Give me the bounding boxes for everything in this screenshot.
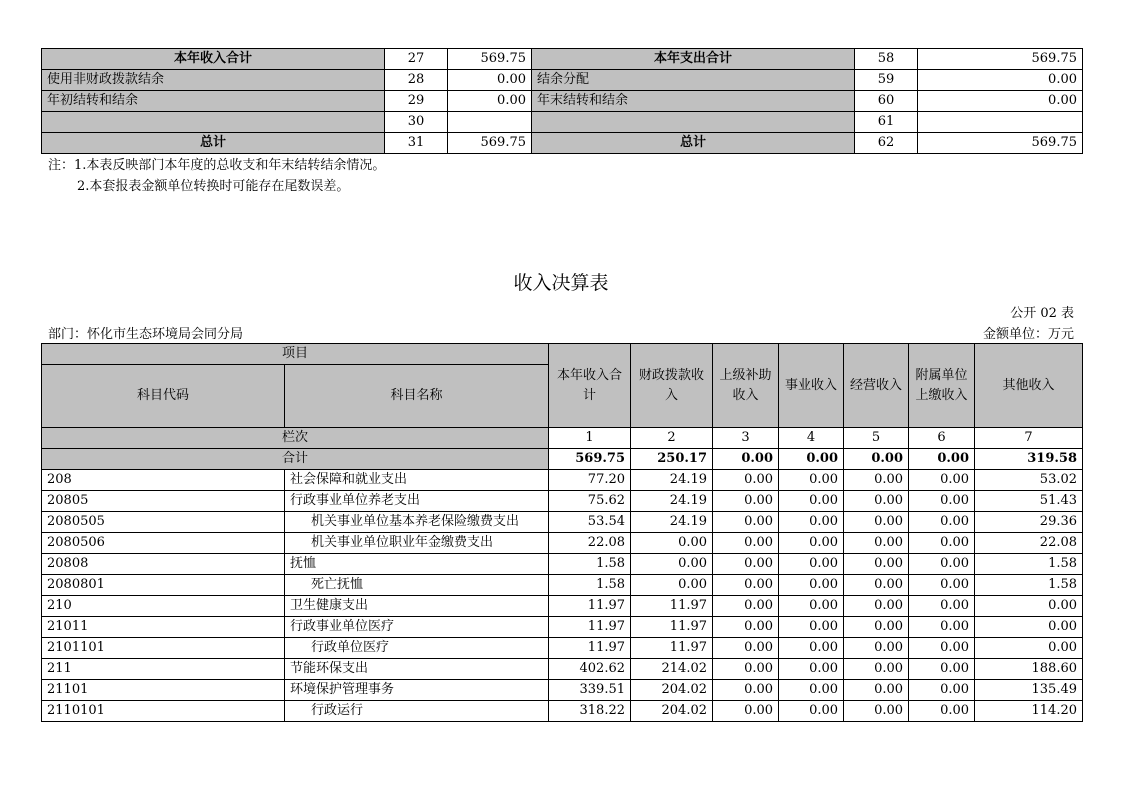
value-cell: 0.00 (713, 533, 779, 554)
summary-left-no: 29 (385, 91, 448, 112)
subject-name-cell: 卫生健康支出 (285, 596, 549, 617)
summary-right-no: 60 (855, 91, 918, 112)
subject-name-cell: 死亡抚恤 (285, 575, 549, 596)
subject-code-cell: 2080505 (42, 512, 285, 533)
value-cell: 0.00 (631, 533, 713, 554)
summary-row (42, 133, 1083, 154)
summary-right-value: 569.75 (918, 133, 1083, 154)
value-cell: 339.51 (549, 680, 631, 701)
summary-left-value: 0.00 (448, 70, 532, 91)
header-column-index: 栏次 (42, 428, 549, 449)
summary-right-label (532, 112, 855, 133)
value-cell: 0.00 (844, 701, 909, 722)
column-index-cell: 1 (549, 428, 631, 449)
value-cell: 0.00 (844, 554, 909, 575)
value-cell: 24.19 (631, 491, 713, 512)
table-row (42, 701, 1083, 722)
value-cell: 0.00 (713, 470, 779, 491)
value-cell: 0.00 (909, 575, 975, 596)
value-cell: 11.97 (631, 617, 713, 638)
value-cell: 1.58 (975, 575, 1083, 596)
header-total-income: 本年收入合计 (549, 344, 631, 428)
summary-left-label (42, 112, 385, 133)
note-line-1: 注：1.本表反映部门本年度的总收支和年末结转结余情况。 (48, 158, 386, 173)
value-cell: 0.00 (975, 638, 1083, 659)
value-cell: 0.00 (779, 491, 844, 512)
value-cell: 53.54 (549, 512, 631, 533)
header-affiliated: 附属单位上缴收入 (909, 344, 975, 428)
subject-name-cell: 环境保护管理事务 (285, 680, 549, 701)
value-cell: 114.20 (975, 701, 1083, 722)
summary-table (41, 48, 1083, 154)
value-cell: 0.00 (713, 554, 779, 575)
summary-row (42, 49, 1083, 70)
value-cell: 0.00 (631, 554, 713, 575)
value-cell: 0.00 (909, 554, 975, 575)
value-cell: 318.22 (549, 701, 631, 722)
subject-code-cell: 211 (42, 659, 285, 680)
value-cell: 0.00 (713, 491, 779, 512)
subject-name-cell: 机关事业单位基本养老保险缴费支出 (285, 512, 549, 533)
value-cell: 0.00 (844, 680, 909, 701)
subject-code-cell: 20808 (42, 554, 285, 575)
value-cell: 0.00 (779, 638, 844, 659)
subject-code-cell: 20805 (42, 491, 285, 512)
table-row (42, 491, 1083, 512)
value-cell: 0.00 (779, 575, 844, 596)
value-cell: 11.97 (549, 617, 631, 638)
value-cell: 0.00 (779, 512, 844, 533)
summary-right-value: 0.00 (918, 91, 1083, 112)
summary-left-label: 总计 (42, 133, 385, 154)
value-cell: 0.00 (975, 617, 1083, 638)
value-cell: 0.00 (909, 512, 975, 533)
subject-code-cell: 208 (42, 470, 285, 491)
table-row (42, 575, 1083, 596)
value-cell: 204.02 (631, 701, 713, 722)
total-label: 合计 (42, 449, 549, 470)
value-cell: 0.00 (713, 617, 779, 638)
table-code: 公开 02 表 (1010, 306, 1074, 321)
value-cell: 0.00 (844, 491, 909, 512)
value-cell: 22.08 (549, 533, 631, 554)
summary-right-no: 58 (855, 49, 918, 70)
value-cell: 0.00 (779, 680, 844, 701)
total-value: 250.17 (631, 449, 713, 470)
summary-right-label: 结余分配 (532, 70, 855, 91)
summary-left-value (448, 112, 532, 133)
note-line-2: 2.本套报表金额单位转换时可能存在尾数误差。 (77, 179, 350, 194)
value-cell: 22.08 (975, 533, 1083, 554)
subject-code-cell: 210 (42, 596, 285, 617)
subject-name-cell: 机关事业单位职业年金缴费支出 (285, 533, 549, 554)
summary-right-value: 569.75 (918, 49, 1083, 70)
header-operating: 经营收入 (844, 344, 909, 428)
income-table (41, 343, 1083, 722)
subject-code-cell: 2080506 (42, 533, 285, 554)
table-row (42, 512, 1083, 533)
value-cell: 0.00 (713, 701, 779, 722)
value-cell: 214.02 (631, 659, 713, 680)
summary-left-label: 年初结转和结余 (42, 91, 385, 112)
subject-name-cell: 节能环保支出 (285, 659, 549, 680)
value-cell: 0.00 (909, 680, 975, 701)
table-row (42, 470, 1083, 491)
column-index-cell: 4 (779, 428, 844, 449)
income-body (42, 470, 1083, 722)
value-cell: 0.00 (844, 533, 909, 554)
summary-right-label: 本年支出合计 (532, 49, 855, 70)
summary-left-value: 569.75 (448, 133, 532, 154)
header-superior-subsidy: 上级补助收入 (713, 344, 779, 428)
value-cell: 53.02 (975, 470, 1083, 491)
summary-right-no: 59 (855, 70, 918, 91)
subject-code-cell: 2110101 (42, 701, 285, 722)
table-row (42, 533, 1083, 554)
value-cell: 0.00 (909, 491, 975, 512)
table-row (42, 596, 1083, 617)
value-cell: 11.97 (549, 638, 631, 659)
value-cell: 0.00 (779, 554, 844, 575)
summary-right-no: 61 (855, 112, 918, 133)
column-index-row (42, 428, 1083, 449)
value-cell: 0.00 (975, 596, 1083, 617)
table-row (42, 680, 1083, 701)
column-index-cell: 5 (844, 428, 909, 449)
column-index-cell: 3 (713, 428, 779, 449)
value-cell: 0.00 (844, 638, 909, 659)
summary-row (42, 70, 1083, 91)
value-cell: 0.00 (713, 596, 779, 617)
value-cell: 0.00 (844, 470, 909, 491)
value-cell: 0.00 (713, 638, 779, 659)
value-cell: 0.00 (909, 617, 975, 638)
summary-left-label: 本年收入合计 (42, 49, 385, 70)
value-cell: 0.00 (713, 575, 779, 596)
table-row (42, 638, 1083, 659)
header-subject-code: 科目代码 (42, 365, 285, 428)
value-cell: 0.00 (909, 659, 975, 680)
subject-code-cell: 21011 (42, 617, 285, 638)
header-business: 事业收入 (779, 344, 844, 428)
value-cell: 1.58 (975, 554, 1083, 575)
value-cell: 0.00 (909, 533, 975, 554)
department-label: 部门：怀化市生态环境局会同分局 (48, 327, 244, 342)
column-index-cell: 2 (631, 428, 713, 449)
total-value: 0.00 (779, 449, 844, 470)
table-row (42, 617, 1083, 638)
subject-code-cell: 2101101 (42, 638, 285, 659)
summary-right-value (918, 112, 1083, 133)
value-cell: 0.00 (844, 617, 909, 638)
summary-left-no: 28 (385, 70, 448, 91)
summary-left-no: 31 (385, 133, 448, 154)
value-cell: 24.19 (631, 470, 713, 491)
summary-right-no: 62 (855, 133, 918, 154)
value-cell: 135.49 (975, 680, 1083, 701)
value-cell: 0.00 (779, 617, 844, 638)
header-project: 项目 (42, 344, 549, 365)
value-cell: 11.97 (631, 638, 713, 659)
total-value: 319.58 (975, 449, 1083, 470)
summary-left-label: 使用非财政拨款结余 (42, 70, 385, 91)
subject-name-cell: 行政运行 (285, 701, 549, 722)
subject-name-cell: 行政事业单位医疗 (285, 617, 549, 638)
total-value: 0.00 (844, 449, 909, 470)
summary-body (42, 49, 1083, 154)
value-cell: 77.20 (549, 470, 631, 491)
value-cell: 1.58 (549, 554, 631, 575)
table-row (42, 659, 1083, 680)
total-value: 569.75 (549, 449, 631, 470)
header-subject-name: 科目名称 (285, 365, 549, 428)
value-cell: 11.97 (631, 596, 713, 617)
value-cell: 188.60 (975, 659, 1083, 680)
unit-label: 金额单位：万元 (982, 327, 1074, 342)
summary-row (42, 112, 1083, 133)
summary-right-label: 年末结转和结余 (532, 91, 855, 112)
value-cell: 0.00 (909, 638, 975, 659)
table-row (42, 554, 1083, 575)
value-cell: 0.00 (844, 659, 909, 680)
summary-right-label: 总计 (532, 133, 855, 154)
subject-name-cell: 行政单位医疗 (285, 638, 549, 659)
value-cell: 0.00 (713, 680, 779, 701)
total-value: 0.00 (909, 449, 975, 470)
summary-left-no: 30 (385, 112, 448, 133)
value-cell: 0.00 (779, 533, 844, 554)
value-cell: 29.36 (975, 512, 1083, 533)
value-cell: 402.62 (549, 659, 631, 680)
subject-name-cell: 社会保障和就业支出 (285, 470, 549, 491)
header-other: 其他收入 (975, 344, 1083, 428)
total-row (42, 449, 1083, 470)
value-cell: 11.97 (549, 596, 631, 617)
report-title: 收入决算表 (513, 272, 609, 294)
subject-name-cell: 行政事业单位养老支出 (285, 491, 549, 512)
column-index-cell: 6 (909, 428, 975, 449)
value-cell: 0.00 (713, 512, 779, 533)
subject-code-cell: 2080801 (42, 575, 285, 596)
value-cell: 0.00 (779, 659, 844, 680)
value-cell: 0.00 (631, 575, 713, 596)
value-cell: 51.43 (975, 491, 1083, 512)
header-fiscal: 财政拨款收入 (631, 344, 713, 428)
value-cell: 204.02 (631, 680, 713, 701)
subject-name-cell: 抚恤 (285, 554, 549, 575)
subject-code-cell: 21101 (42, 680, 285, 701)
summary-right-value: 0.00 (918, 70, 1083, 91)
income-table-header (42, 344, 1083, 470)
value-cell: 0.00 (779, 701, 844, 722)
value-cell: 0.00 (909, 701, 975, 722)
value-cell: 75.62 (549, 491, 631, 512)
total-value: 0.00 (713, 449, 779, 470)
value-cell: 0.00 (713, 659, 779, 680)
summary-left-no: 27 (385, 49, 448, 70)
summary-row (42, 91, 1083, 112)
summary-left-value: 0.00 (448, 91, 532, 112)
value-cell: 0.00 (909, 596, 975, 617)
value-cell: 0.00 (844, 512, 909, 533)
value-cell: 0.00 (909, 470, 975, 491)
column-index-cell: 7 (975, 428, 1083, 449)
value-cell: 0.00 (844, 596, 909, 617)
value-cell: 0.00 (779, 596, 844, 617)
value-cell: 0.00 (779, 470, 844, 491)
value-cell: 1.58 (549, 575, 631, 596)
value-cell: 24.19 (631, 512, 713, 533)
value-cell: 0.00 (844, 575, 909, 596)
summary-left-value: 569.75 (448, 49, 532, 70)
